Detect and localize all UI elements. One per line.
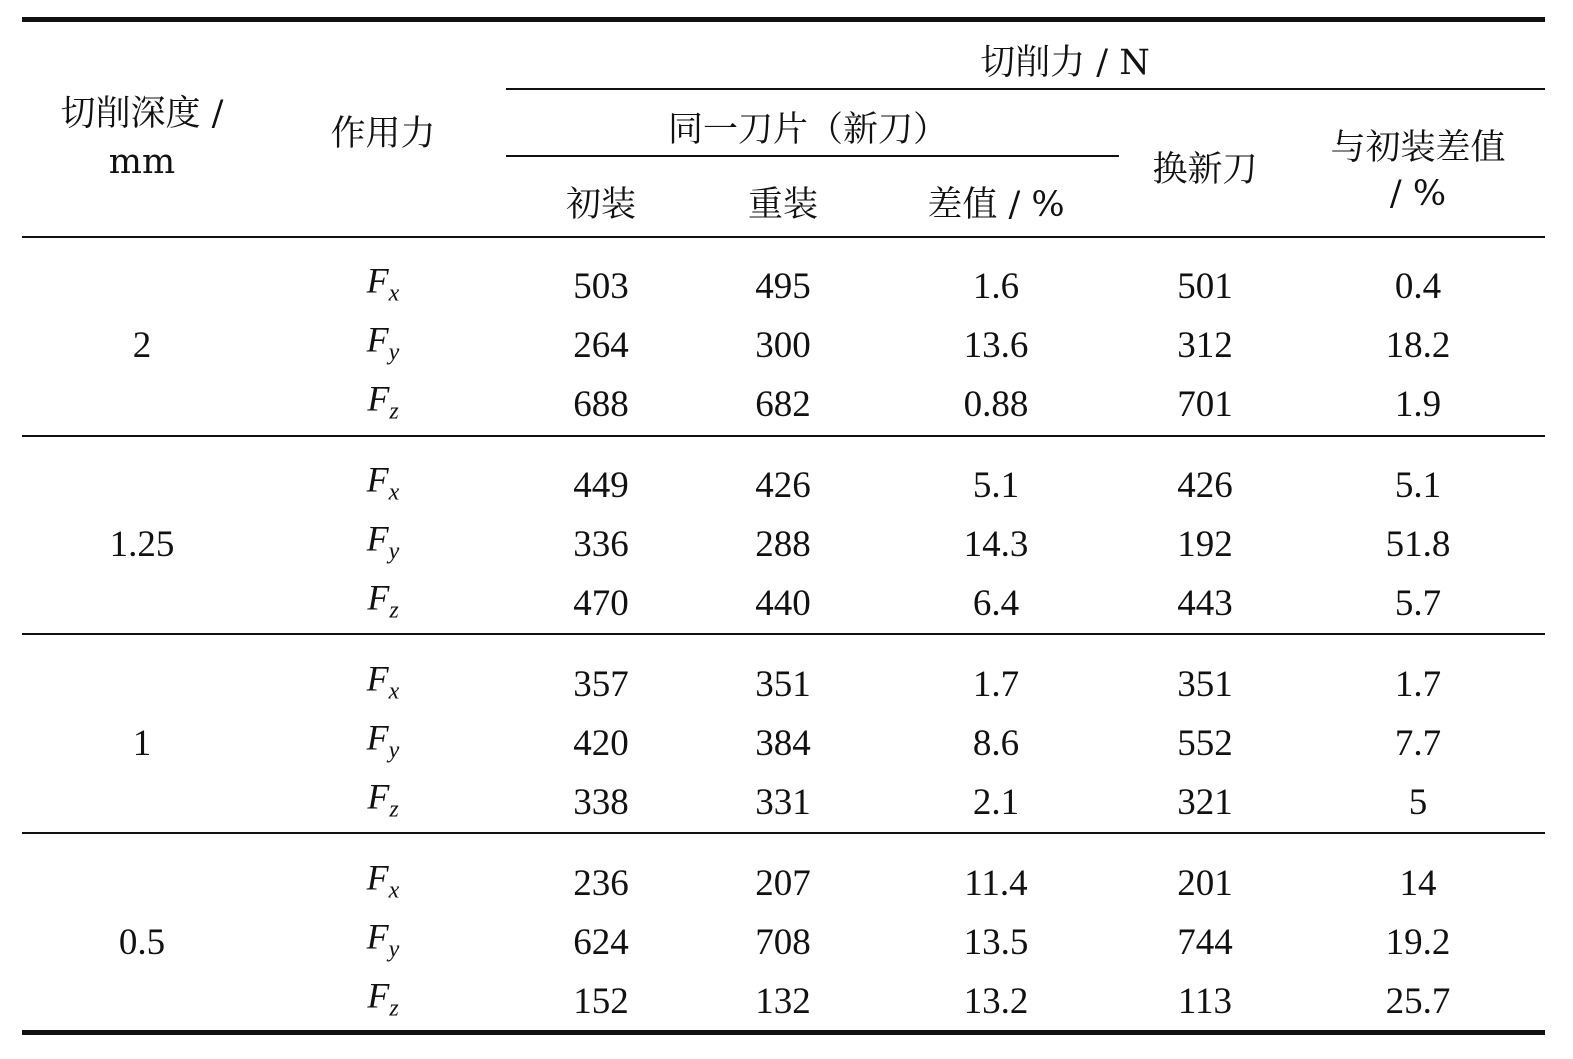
diff-initial-cell: 5.1 xyxy=(1394,465,1442,506)
same-insert-underline xyxy=(506,155,1119,157)
diff-cell: 8.6 xyxy=(972,723,1020,764)
force-symbol: $F_z$ xyxy=(367,776,399,823)
depth-cell: 2 xyxy=(132,325,152,366)
force-symbol: $F_x$ xyxy=(366,459,400,506)
diff-initial-cell: 14 xyxy=(1399,863,1437,904)
new-insert-cell: 201 xyxy=(1177,863,1233,904)
group-divider xyxy=(22,633,1545,635)
header-diff-initial-line2: / % xyxy=(1389,174,1447,214)
diff-cell: 0.88 xyxy=(963,384,1029,425)
force-symbol: $F_y$ xyxy=(366,916,400,963)
new-insert-cell: 113 xyxy=(1177,981,1233,1022)
force-symbol: $F_y$ xyxy=(366,319,400,366)
initial-cell: 470 xyxy=(573,583,629,624)
reinstall-cell: 300 xyxy=(755,325,811,366)
diff-initial-cell: 19.2 xyxy=(1385,922,1451,963)
depth-cell: 0.5 xyxy=(118,922,166,963)
reinstall-cell: 384 xyxy=(755,723,811,764)
header-depth-line1: 切削深度 / xyxy=(60,94,224,134)
new-insert-cell: 443 xyxy=(1177,583,1233,624)
new-insert-cell: 351 xyxy=(1177,664,1233,705)
initial-cell: 264 xyxy=(573,325,629,366)
new-insert-cell: 501 xyxy=(1177,266,1233,307)
group-divider xyxy=(22,435,1545,437)
new-insert-cell: 312 xyxy=(1177,325,1233,366)
diff-cell: 11.4 xyxy=(964,863,1028,904)
diff-initial-cell: 18.2 xyxy=(1385,325,1451,366)
diff-cell: 13.2 xyxy=(963,981,1029,1022)
initial-cell: 688 xyxy=(573,384,629,425)
force-symbol: $F_x$ xyxy=(366,260,400,307)
initial-cell: 152 xyxy=(573,981,629,1022)
diff-cell: 1.6 xyxy=(972,266,1020,307)
reinstall-cell: 331 xyxy=(755,782,811,823)
force-symbol: $F_z$ xyxy=(367,975,399,1022)
diff-cell: 14.3 xyxy=(963,524,1029,565)
diff-cell: 13.6 xyxy=(963,325,1029,366)
initial-cell: 420 xyxy=(573,723,629,764)
header-cutting-force: 切削力 / N xyxy=(980,43,1150,83)
reinstall-cell: 440 xyxy=(755,583,811,624)
reinstall-cell: 207 xyxy=(755,863,811,904)
diff-initial-cell: 5 xyxy=(1408,782,1428,823)
initial-cell: 236 xyxy=(573,863,629,904)
header-new-insert: 换新刀 xyxy=(1152,150,1258,190)
force-symbol: $F_z$ xyxy=(367,378,399,425)
reinstall-cell: 351 xyxy=(755,664,811,705)
initial-cell: 449 xyxy=(573,465,629,506)
reinstall-cell: 708 xyxy=(755,922,811,963)
force-symbol: $F_y$ xyxy=(366,518,400,565)
reinstall-cell: 288 xyxy=(755,524,811,565)
force-symbol: $F_x$ xyxy=(366,857,400,904)
new-insert-cell: 744 xyxy=(1177,922,1233,963)
header-depth-line2: mm xyxy=(108,142,176,182)
reinstall-cell: 495 xyxy=(755,266,811,307)
diff-cell: 13.5 xyxy=(963,922,1029,963)
diff-cell: 5.1 xyxy=(972,465,1020,506)
diff-initial-cell: 0.4 xyxy=(1394,266,1442,307)
reinstall-cell: 682 xyxy=(755,384,811,425)
new-insert-cell: 321 xyxy=(1177,782,1233,823)
initial-cell: 336 xyxy=(573,524,629,565)
diff-initial-cell: 5.7 xyxy=(1394,583,1442,624)
initial-cell: 503 xyxy=(573,266,629,307)
reinstall-cell: 132 xyxy=(755,981,811,1022)
depth-cell: 1 xyxy=(132,723,152,764)
force-symbol: $F_x$ xyxy=(366,658,400,705)
diff-initial-cell: 51.8 xyxy=(1385,524,1451,565)
table-bottom-rule xyxy=(22,1030,1545,1035)
initial-cell: 357 xyxy=(573,664,629,705)
header-initial: 初装 xyxy=(565,185,637,225)
header-diff-initial-line1: 与初装差值 xyxy=(1330,128,1506,168)
header-diff-pct: 差值 / % xyxy=(927,185,1065,225)
new-insert-cell: 701 xyxy=(1177,384,1233,425)
header-bottom-rule xyxy=(22,236,1545,238)
diff-initial-cell: 25.7 xyxy=(1385,981,1451,1022)
diff-cell: 2.1 xyxy=(972,782,1020,823)
header-reinstall: 重装 xyxy=(747,185,819,225)
force-symbol: $F_y$ xyxy=(366,717,400,764)
cutting-force-underline xyxy=(506,88,1545,90)
force-symbol: $F_z$ xyxy=(367,577,399,624)
diff-initial-cell: 1.9 xyxy=(1394,384,1442,425)
new-insert-cell: 192 xyxy=(1177,524,1233,565)
diff-cell: 6.4 xyxy=(972,583,1020,624)
diff-initial-cell: 1.7 xyxy=(1394,664,1442,705)
initial-cell: 624 xyxy=(573,922,629,963)
new-insert-cell: 426 xyxy=(1177,465,1233,506)
diff-initial-cell: 7.7 xyxy=(1394,723,1442,764)
diff-cell: 1.7 xyxy=(972,664,1020,705)
group-divider xyxy=(22,832,1545,834)
new-insert-cell: 552 xyxy=(1177,723,1233,764)
header-force: 作用力 xyxy=(330,114,436,154)
initial-cell: 338 xyxy=(573,782,629,823)
table-top-rule xyxy=(22,17,1545,22)
reinstall-cell: 426 xyxy=(755,465,811,506)
depth-cell: 1.25 xyxy=(109,524,175,565)
header-same-insert: 同一刀片（新刀） xyxy=(667,110,949,150)
